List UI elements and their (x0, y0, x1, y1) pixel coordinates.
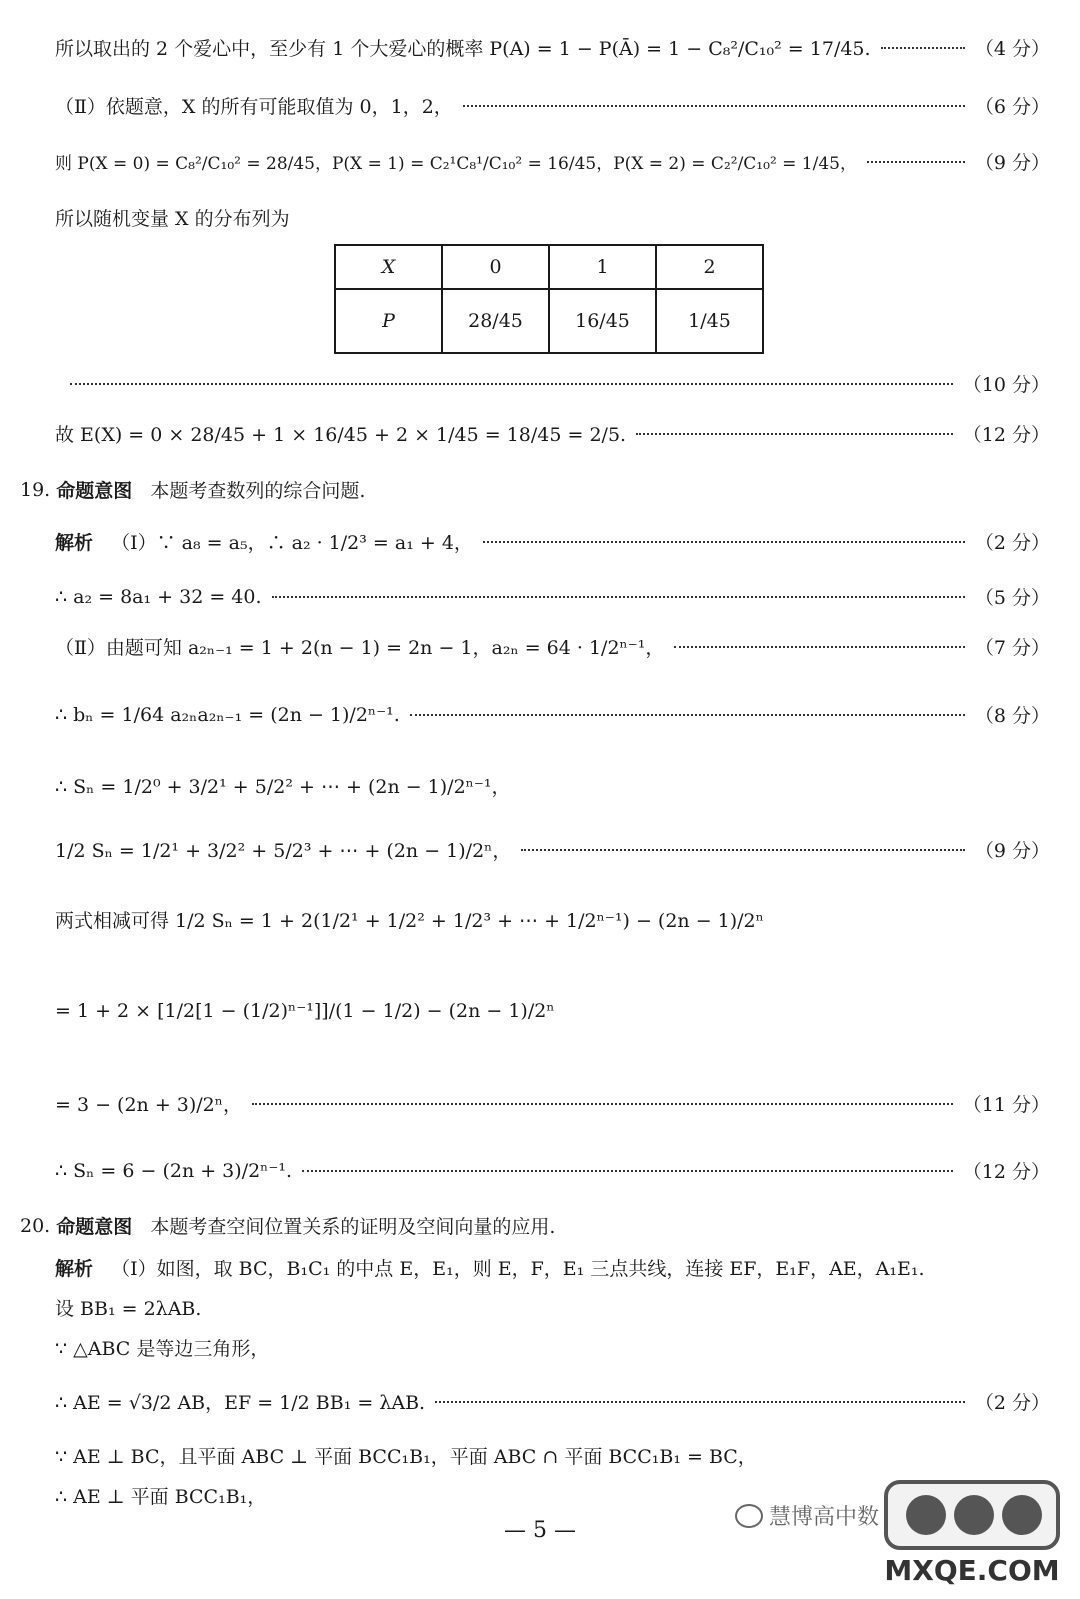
dot-leader (252, 1102, 953, 1105)
intent-text: 本题考查数列的综合问题. (150, 480, 366, 502)
q19-heading (20, 476, 1050, 503)
math-text: 1/2 Sₙ = 1/2¹ + 3/2² + 5/2³ + ⋯ + (2n − 1)/2ⁿ， (55, 840, 512, 862)
table-cell: 2 (656, 245, 763, 289)
score-label: （9 分） (974, 152, 1050, 174)
score-label: （4 分） (974, 38, 1050, 60)
dot-leader (867, 160, 965, 163)
answer-line-values (55, 92, 1050, 119)
q20-step-3 (55, 1334, 1050, 1361)
dot-leader (881, 46, 965, 49)
logo-glyph (906, 1495, 946, 1535)
q19-step-3 (55, 633, 1050, 660)
math-text: ∴ AE = √3/2 AB，EF = 1/2 BB₁ = λAB. (55, 1392, 426, 1414)
math-text: = 3 − (2n + 3)/2ⁿ， (55, 1094, 242, 1116)
answer-line-expectation (55, 420, 1050, 447)
math-text: （Ⅰ）如图，取 BC，B₁C₁ 的中点 E，E₁，则 E，F，E₁ 三点共线，连接 EF，E₁F，AE，A₁E₁. (111, 1258, 925, 1280)
dot-leader (521, 848, 964, 851)
q19-step-6 (55, 836, 1050, 863)
q20-step-2 (55, 1294, 1050, 1321)
score-label: （12 分） (962, 1161, 1050, 1183)
watermark (735, 1500, 879, 1531)
table-cell: X (335, 245, 442, 289)
math-text: ∴ AE ⊥ 平面 BCC₁B₁， (55, 1486, 267, 1508)
page-number: — 5 — (504, 1518, 576, 1543)
score-label: （2 分） (974, 532, 1050, 554)
mxqe-logo (882, 1478, 1062, 1590)
math-text: 所以随机变量 X 的分布列为 (55, 208, 290, 230)
score-label: （9 分） (974, 840, 1050, 862)
dot-leader (435, 1400, 965, 1403)
math-text: ∵ △ABC 是等边三角形， (55, 1338, 270, 1360)
table-header-row (335, 245, 763, 289)
math-text: （Ⅱ）依题意，X 的所有可能取值为 0，1，2， (55, 96, 453, 118)
dot-leader (410, 713, 965, 716)
q19-step-9 (55, 1090, 1050, 1117)
logo-glyph (1002, 1495, 1042, 1535)
jiexi-label: 解析 (55, 532, 94, 554)
q20-step-4 (55, 1388, 1050, 1415)
intent-text: 本题考查空间位置关系的证明及空间向量的应用. (150, 1216, 556, 1238)
logo-glyph (954, 1495, 994, 1535)
score-label: （8 分） (974, 705, 1050, 727)
question-number: 19. (20, 478, 51, 501)
math-text: 设 BB₁ = 2λAB. (55, 1298, 202, 1320)
answer-line-prob-a (55, 34, 1050, 61)
dot-leader (636, 432, 953, 435)
score-label: （2 分） (974, 1392, 1050, 1414)
math-text: ∴ a₂ = 8a₁ + 32 = 40. (55, 585, 262, 608)
q19-step-5 (55, 772, 1050, 799)
math-text: 所以取出的 2 个爱心中，至少有 1 个大爱心的概率 P(A) = 1 − P(Ā) = 1 − C₈²/C₁₀² = 17/45. (55, 38, 871, 60)
q19-step-4 (55, 701, 1050, 728)
score-label: （12 分） (962, 424, 1050, 446)
q19-step-10 (55, 1157, 1050, 1184)
math-text: 故 E(X) = 0 × 28/45 + 1 × 16/45 + 2 × 1/45 = 18/45 = 2/5. (55, 424, 627, 446)
answer-line-distribution-intro (55, 204, 1050, 231)
math-text: （Ⅱ）由题可知 a₂ₙ₋₁ = 1 + 2(n − 1) = 2n − 1，a₂ₙ = 64 · 1/2ⁿ⁻¹， (55, 637, 665, 659)
math-text: = 1 + 2 × [1/2[1 − (1/2)ⁿ⁻¹]]/(1 − 1/2) − (2n − 1)/2ⁿ (55, 1000, 555, 1022)
answer-line-probabilities (55, 148, 1050, 175)
q20-heading (20, 1212, 1050, 1239)
question-number: 20. (20, 1214, 51, 1237)
table-cell: 16/45 (549, 289, 656, 353)
score-label: （11 分） (962, 1094, 1050, 1116)
dot-leader (674, 645, 964, 648)
math-text: ∴ Sₙ = 1/2⁰ + 3/2¹ + 5/2² + ⋯ + (2n − 1)/2ⁿ⁻¹， (55, 776, 511, 798)
intent-label: 命题意图 (56, 1216, 133, 1238)
table-cell: 28/45 (442, 289, 549, 353)
logo-text: MXQE.COM (884, 1554, 1060, 1587)
intent-label: 命题意图 (56, 480, 133, 502)
jiexi-label: 解析 (55, 1258, 94, 1280)
distribution-table (334, 244, 764, 354)
q20-step-5 (55, 1442, 1050, 1469)
math-text: ∴ bₙ = 1/64 a₂ₙa₂ₙ₋₁ = (2n − 1)/2ⁿ⁻¹. (55, 703, 400, 726)
watermark-text: 慧博高中数 (769, 1505, 880, 1530)
q20-step-1 (55, 1254, 1050, 1281)
dot-leader (483, 540, 965, 543)
math-text: ∴ Sₙ = 6 − (2n + 3)/2ⁿ⁻¹. (55, 1159, 293, 1182)
wechat-icon (735, 1504, 763, 1528)
table-cell: 0 (442, 245, 549, 289)
q19-step-8 (55, 1000, 1050, 1022)
q19-step-7 (55, 906, 1050, 933)
answer-line-table-score (70, 370, 1050, 397)
table-cell: P (335, 289, 442, 353)
dot-leader (272, 595, 965, 598)
score-label: （5 分） (974, 587, 1050, 609)
score-label: （10 分） (962, 374, 1050, 396)
table-row (335, 289, 763, 353)
math-text: （Ⅰ）∵ a₈ = a₅，∴ a₂ · 1/2³ = a₁ + 4， (111, 532, 473, 554)
score-label: （7 分） (974, 637, 1050, 659)
q19-step-2 (55, 583, 1050, 610)
math-text: ∵ AE ⊥ BC，且平面 ABC ⊥ 平面 BCC₁B₁，平面 ABC ∩ 平面 BCC₁B₁ = BC， (55, 1446, 757, 1468)
table-cell: 1/45 (656, 289, 763, 353)
table-cell: 1 (549, 245, 656, 289)
math-text: 则 P(X = 0) = C₈²/C₁₀² = 28/45，P(X = 1) = C₂¹C₈¹/C₁₀² = 16/45，P(X = 2) = C₂²/C₁₀² = 1/45， (55, 154, 857, 174)
dot-leader (463, 104, 965, 107)
score-label: （6 分） (974, 96, 1050, 118)
dot-leader (302, 1169, 953, 1172)
math-text: 两式相减可得 1/2 Sₙ = 1 + 2(1/2¹ + 1/2² + 1/2³ + ⋯ + 1/2ⁿ⁻¹) − (2n − 1)/2ⁿ (55, 910, 764, 932)
dot-leader (70, 382, 953, 385)
q19-step-1 (55, 528, 1050, 555)
